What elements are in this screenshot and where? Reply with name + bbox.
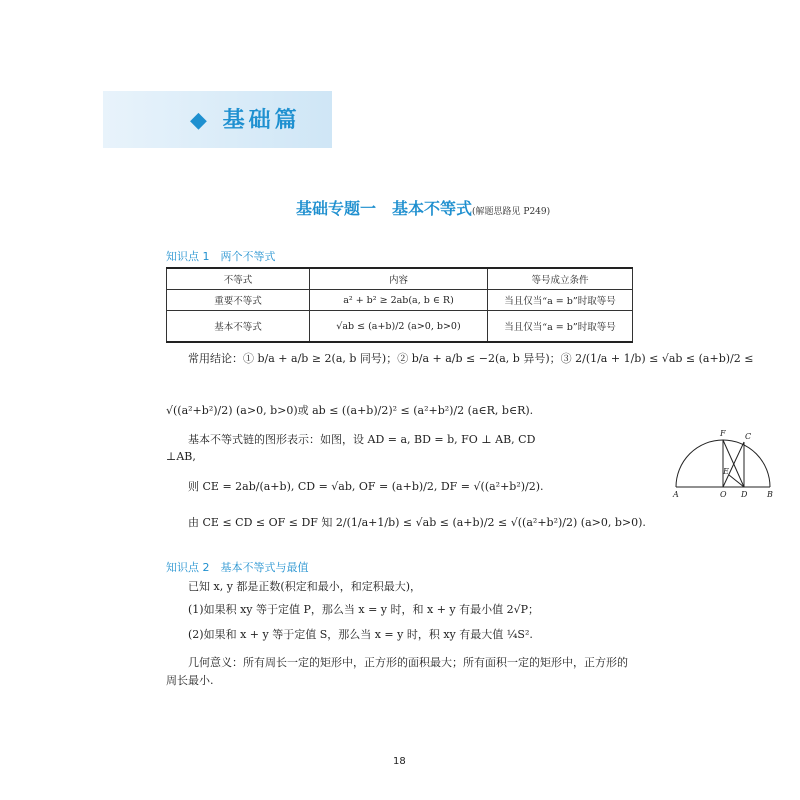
label-o: O xyxy=(720,490,727,499)
label-f: F xyxy=(720,429,726,438)
page-number: 18 xyxy=(393,756,406,767)
knowledge-point-1-title: 知识点 1 两个不等式 xyxy=(166,250,276,263)
common-conclusions-line: 常用结论：① b/a + a/b ≥ 2(a, b 同号)；② b/a + a/b ≤ −2(a, b 异号)；③ 2/(1/a + 1/b) ≤ √ab ≤ (a+b)/2 ≤ xyxy=(188,352,754,365)
kp2-line: 已知 x, y 都是正数(积定和最小，和定积最大)， xyxy=(188,580,421,593)
inequality-chain: 由 CE ≤ CD ≤ OF ≤ DF 知 2/(1/a+1/b) ≤ √ab ≤ (a+b)/2 ≤ √((a²+b²)/2) (a>0, b>0). xyxy=(188,516,646,529)
label-c: C xyxy=(745,432,752,441)
table-cell: √ab ≤ (a+b)/2 (a>0, b>0) xyxy=(310,311,488,343)
kp2-line: 周长最小. xyxy=(166,674,214,687)
kp2-line: 几何意义：所有周长一定的矩形中，正方形的面积最大；所有面积一定的矩形中，正方形的 xyxy=(188,656,628,669)
table-header: 等号成立条件 xyxy=(488,268,633,290)
kp2-line: (1)如果积 xy 等于定值 P，那么当 x = y 时，和 x + y 有最小值 2√P； xyxy=(188,603,540,616)
table-cell: 基本不等式 xyxy=(167,311,310,343)
table-cell: 当且仅当“a = b”时取等号 xyxy=(488,311,633,343)
table-cell: 重要不等式 xyxy=(167,290,310,311)
semicircle-diagram xyxy=(665,420,780,500)
table-row xyxy=(167,290,633,311)
chapter-title-text: 基础专题一 基本不等式 xyxy=(296,199,473,218)
diagram-description-cont: ⊥AB, xyxy=(166,450,196,463)
label-b: B xyxy=(767,490,773,499)
inequality-table xyxy=(166,267,633,343)
label-a: A xyxy=(673,490,679,499)
label-d: D xyxy=(741,490,748,499)
table-cell: a² + b² ≥ 2ab(a, b ∈ R) xyxy=(310,290,488,311)
knowledge-point-2-title: 知识点 2 基本不等式与最值 xyxy=(166,561,309,574)
kp2-line: (2)如果和 x + y 等于定值 S，那么当 x = y 时，积 xy 有最大值 ¼S². xyxy=(188,628,533,641)
table-header: 不等式 xyxy=(167,268,310,290)
chapter-title xyxy=(296,196,550,219)
chapter-note: (解题思路见 P249) xyxy=(472,207,551,217)
label-e: E xyxy=(723,467,729,476)
table-row xyxy=(167,311,633,343)
table-cell: 当且仅当“a = b”时取等号 xyxy=(488,290,633,311)
section-title: ◆ 基础篇 xyxy=(190,108,301,133)
segment-lengths: 则 CE = 2ab/(a+b), CD = √ab, OF = (a+b)/2, DF = √((a²+b²)/2). xyxy=(188,480,544,493)
conclusion-continued: √((a²+b²)/2) (a>0, b>0)或 ab ≤ ((a+b)/2)² ≤ (a²+b²)/2 (a∈R, b∈R). xyxy=(166,404,534,417)
diagram-description: 基本不等式链的图形表示：如图，设 AD = a, BD = b, FO ⊥ AB, CD xyxy=(188,433,536,446)
table-header: 内容 xyxy=(310,268,488,290)
